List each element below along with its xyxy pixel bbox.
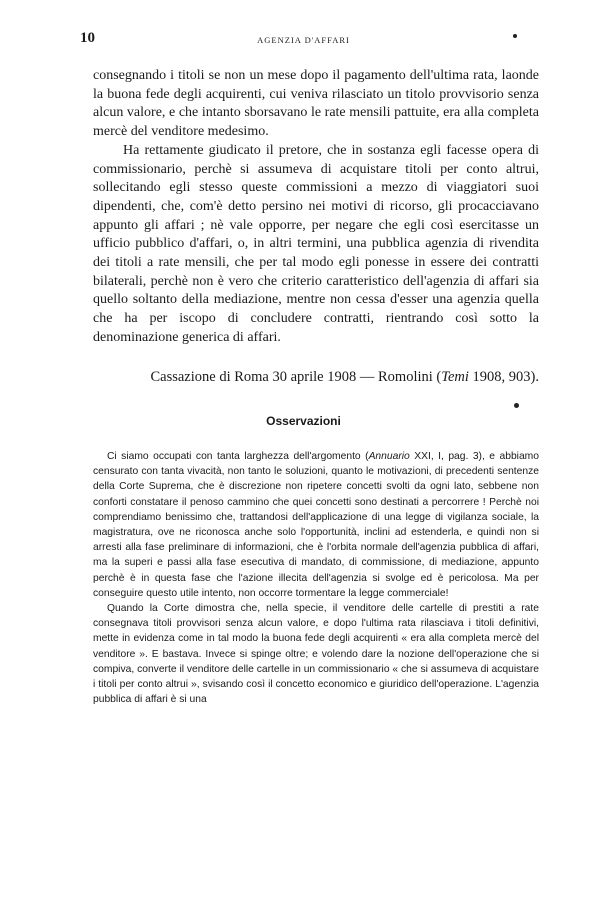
case-citation (93, 368, 539, 387)
judgment-text (93, 67, 539, 348)
citation-reference: 1908, 903). (468, 369, 539, 385)
observation-paragraph-1 (93, 449, 539, 601)
citation-source: Temi (441, 369, 469, 385)
page-number: 10 (80, 30, 95, 46)
observations-text (93, 449, 539, 707)
running-head: AGENZIA D'AFFARI (257, 35, 350, 45)
paragraph-pretore: Ha rettamente giudicato il pretore, che in sostanza egli facesse opera di commissionario, perchè si assumeva di acquistare titoli per conto altrui, sollecitando egli stesso queste commissioni a mezzo di viaggiatori suoi dipendenti, che, com'è detto persino nei motivi di ricorso, gli procacciavano appunto gli affari ; nè vale opporre, per negare che egli così esercitasse un ufficio pubblico d'affari, o, in altri termini, una pubblica agenzia di rivendita dei titoli a rate mensili, che per tal modo egli ponesse in essere dei contratti bilaterali, perchè non è vero che criterio caratteristico dell'agenzia di affari sia quello soltanto della mediazione, mentre non cessa d'esser una agenzia quella che ha per iscopo di concludere contratti, rientrando così sotto la denominazione generica di affari. (93, 142, 539, 345)
paragraph-continued: consegnando i titoli se non un mese dopo il pagamento dell'ultima rata, laonde la buona fede degli acquirenti, cui veniva rilasciato un titolo provvisorio senza alcun valore, e che intanto sborsavano le rate mensili pattuite, era alla completa mercè del venditore medesimo. (93, 68, 539, 140)
ink-speck-mark (514, 403, 519, 408)
annuario-title: Annuario (368, 451, 410, 462)
section-title: Osservazioni (266, 414, 341, 428)
observation-paragraph-2: Quando la Corte dimostra che, nella specie, il venditore delle cartelle di prestiti a rate consegnava titoli provvisori senza alcun valore, e dopo l'ultima rata rilasciava i titoli definitivi, mette in evidenza come in tal modo la buona fede degli acquirenti « era alla completa mercè del venditore ». E bastava. Invece si spinge oltre; e volendo dare la nozione dell'operazione che si compiva, converte il venditore delle cartelle in un commissionario « che si assumeva di acquistare i titoli per conto altrui », svisando così il concetto economico e giuridico dell'operazione. L'agenzia pubblica di affari è si una (93, 603, 539, 706)
ink-speck-mark (513, 34, 517, 38)
obs-text-a: Ci siamo occupati con tanta larghezza dell'argomento ( (107, 451, 369, 462)
citation-court: Cassazione di Roma 30 aprile 1908 — Romolini ( (150, 369, 442, 385)
obs-text-b: XXI, I, pag. 3), e abbiamo censurato con tanta vivacità, non tanto le soluzioni, quanto le motivazioni, di precedenti sentenze della Corte Suprema, che è discrezione non ripetere concetti svolti da ogni lato, sebbene non conforti constatare il penoso cammino che quei concetti sono destinati a percorrere ! Perchè noi comprendiamo benissimo che, trattandosi dell'applicazione di una legge di vigilanza sociale, la magistratura, ove ne riconosca anche solo l'opportunità, inclini ad estenderla, e quindi non si arresti alla fase preliminare di informazioni, che è l'orbita normale dell'agenzia pubblica di affari, ma la superi e passi alla fase esecutiva di mandato, di commissione, di mediazione, appunto perchè è in questa fase che l'azione illecita dell'agenzia si svolge ed è pericolosa. Ma per conseguire questo utile intento, non occorre tormentare la legge commerciale! (93, 451, 539, 599)
